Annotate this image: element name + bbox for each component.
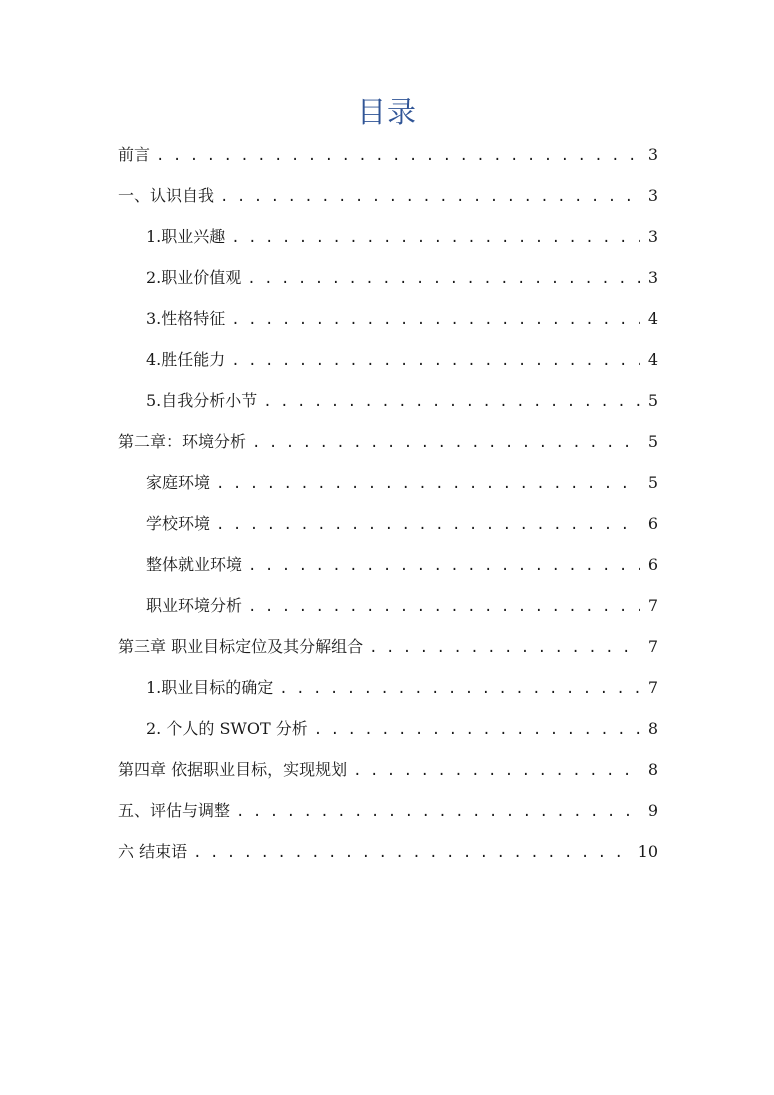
toc-entry-label: 3.性格特征 — [146, 309, 226, 328]
toc-entry-career-goal[interactable] — [118, 673, 658, 714]
toc-page-number: 5 — [647, 391, 658, 410]
toc-dot-leader — [279, 674, 640, 704]
toc-entry-label: 六 结束语 — [118, 842, 188, 861]
toc-entry-label: 1.职业目标的确定 — [146, 678, 274, 697]
toc-dot-leader — [252, 428, 640, 458]
toc-entry-label: 一、认识自我 — [118, 186, 215, 205]
toc-dot-leader — [248, 592, 640, 622]
toc-entry-career-environment[interactable] — [118, 591, 658, 632]
toc-dot-leader — [220, 182, 640, 212]
toc-entry-label: 5.自我分析小节 — [146, 391, 258, 410]
toc-entry-preface[interactable] — [118, 140, 658, 181]
toc-entry-label: 学校环境 — [146, 514, 211, 533]
toc-page-number: 6 — [647, 514, 658, 533]
toc-entry-label: 2.职业价值观 — [146, 268, 242, 287]
toc-page-number: 4 — [647, 309, 658, 328]
toc-dot-leader — [263, 387, 640, 417]
toc-entry-label: 4.胜任能力 — [146, 350, 226, 369]
toc-page-number: 6 — [647, 555, 658, 574]
toc-entry-self-analysis-summary[interactable] — [118, 386, 658, 427]
toc-entry-label: 前言 — [118, 145, 151, 164]
toc-entry-employment-environment[interactable] — [118, 550, 658, 591]
toc-entry-family-environment[interactable] — [118, 468, 658, 509]
toc-entry-label: 1.职业兴趣 — [146, 227, 226, 246]
toc-entry-chapter-4[interactable] — [118, 755, 658, 796]
toc-entry-school-environment[interactable] — [118, 509, 658, 550]
toc-page-number: 7 — [647, 678, 658, 697]
toc-dot-leader — [248, 551, 640, 581]
toc-dot-leader — [156, 141, 640, 171]
toc-page-number: 5 — [647, 432, 658, 451]
toc-dot-leader — [231, 305, 640, 335]
toc-dot-leader — [216, 510, 640, 540]
toc-page-number: 5 — [647, 473, 658, 492]
toc-page-number: 8 — [647, 719, 658, 738]
toc-entry-know-yourself[interactable] — [118, 181, 658, 222]
toc-dot-leader — [314, 715, 640, 745]
toc-page-number: 3 — [647, 227, 658, 246]
toc-entry-conclusion[interactable] — [118, 837, 658, 878]
toc-entry-label: 职业环境分析 — [146, 596, 243, 615]
toc-entry-evaluation[interactable] — [118, 796, 658, 837]
toc-dot-leader — [231, 346, 640, 376]
toc-entry-label: 整体就业环境 — [146, 555, 243, 574]
toc-entry-label: 2. 个人的 SWOT 分析 — [146, 719, 308, 738]
toc-dot-leader — [231, 223, 640, 253]
toc-page-number: 8 — [647, 760, 658, 779]
toc-entry-career-values[interactable] — [118, 263, 658, 304]
toc-entry-label: 第四章 依据职业目标，实现规划 — [118, 760, 348, 779]
toc-page-number: 3 — [647, 145, 658, 164]
toc-entry-label: 第三章 职业目标定位及其分解组合 — [118, 637, 364, 656]
toc-page-number: 3 — [647, 268, 658, 287]
toc-dot-leader — [193, 838, 632, 868]
toc-entry-label: 家庭环境 — [146, 473, 211, 492]
toc-dot-leader — [216, 469, 640, 499]
toc-entry-label: 第二章：环境分析 — [118, 432, 247, 451]
toc-entry-label: 五、评估与调整 — [118, 801, 231, 820]
toc-dot-leader — [236, 797, 640, 827]
toc-entry-competency[interactable] — [118, 345, 658, 386]
toc-entry-chapter-3[interactable] — [118, 632, 658, 673]
toc-dot-leader — [247, 264, 640, 294]
toc-page-number: 7 — [647, 596, 658, 615]
toc-entry-swot[interactable] — [118, 714, 658, 755]
toc-entry-chapter-2[interactable] — [118, 427, 658, 468]
toc-page-number: 3 — [647, 186, 658, 205]
toc-dot-leader — [353, 756, 640, 786]
toc-dot-leader — [369, 633, 640, 663]
toc-page-number: 7 — [647, 637, 658, 656]
toc-entry-career-interest[interactable] — [118, 222, 658, 263]
table-of-contents — [118, 140, 658, 878]
toc-title: 目录 — [356, 95, 417, 129]
toc-page-number: 4 — [647, 350, 658, 369]
toc-entry-personality[interactable] — [118, 304, 658, 345]
toc-page-number: 10 — [637, 842, 658, 861]
toc-page-number: 9 — [647, 801, 658, 820]
